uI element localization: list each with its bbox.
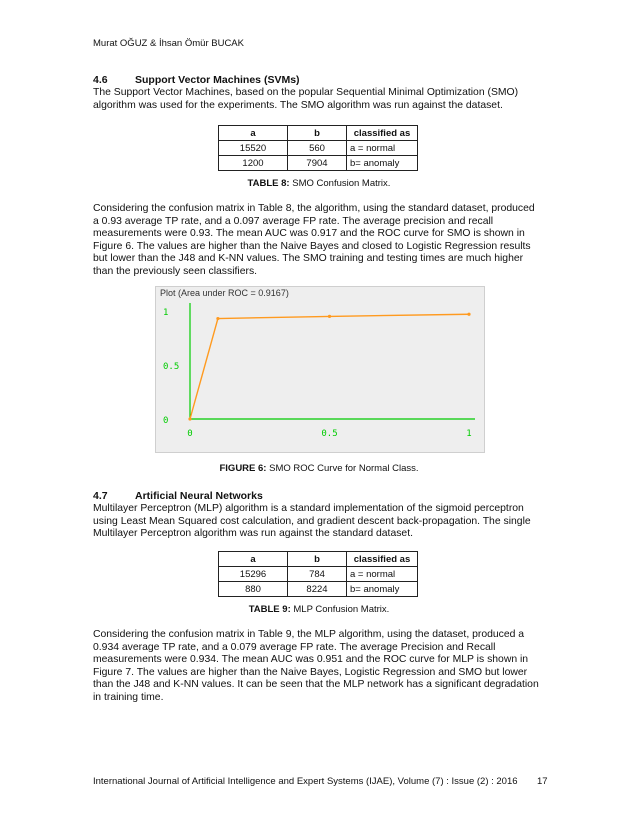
- caption-text: SMO ROC Curve for Normal Class.: [266, 463, 419, 474]
- text-line: than the previously seen classifiers.: [93, 265, 258, 277]
- caption-label: FIGURE 6:: [219, 463, 267, 474]
- text-line: The Support Vector Machines, based on the popular Sequential Minimal Optimization (SMO): [93, 87, 519, 98]
- table-cell: b= anomaly: [347, 156, 418, 171]
- text-line: 0.934 average TP rate, and a 0.079 average FP rate. The average Precision and Recall: [93, 641, 496, 653]
- roc-data-point: [467, 313, 470, 316]
- text-line: Multilayer Perceptron algorithm was run against the standard dataset.: [93, 528, 413, 540]
- journal-footer: International Journal of Artificial Intelligence and Expert Systems (IJAE), Volume (7) : Issue (2) : 2016: [93, 776, 518, 787]
- text-line: Multilayer Perceptron (MLP) algorithm is a standard implementation of the sigmoid perceptron: [93, 503, 524, 514]
- svm-intro-paragraph: [93, 87, 546, 112]
- y-tick-label: 1: [163, 308, 169, 318]
- table-row: [219, 141, 418, 156]
- text-line: than the J48 and K-NN values. It can be seen that the MLP network has a significant degradation: [93, 679, 539, 691]
- x-tick-label: 0: [187, 429, 193, 439]
- y-tick-label: 0.5: [163, 362, 180, 372]
- table-cell: 784: [288, 567, 347, 582]
- caption-label: TABLE 8:: [247, 178, 290, 189]
- text-line: a 0.93 average TP rate, and a 0.097 average FP rate. The average precision and recall: [93, 215, 494, 227]
- caption-label: TABLE 9:: [248, 604, 291, 615]
- table-cell: 8224: [288, 582, 347, 597]
- column-header: a: [219, 126, 288, 141]
- running-header: Murat OĞUZ & İhsan Ömür BUCAK: [93, 38, 244, 49]
- column-header: b: [288, 126, 347, 141]
- text-line: Figure 6. The values are higher than the Naive Bayes and closed to Logistic Regression results: [93, 240, 531, 252]
- figure-6-caption: [0, 463, 638, 474]
- x-tick-label: 0.5: [321, 429, 338, 439]
- roc-data-point: [216, 317, 219, 320]
- roc-chart: [155, 286, 485, 453]
- svm-discussion-paragraph: [93, 203, 546, 279]
- roc-data-point: [328, 315, 331, 318]
- text-line: measurements were 0.934. The mean AUC was 0.951 and the ROC curve for MLP is shown in: [93, 654, 529, 666]
- column-header: classified as: [347, 552, 418, 567]
- table-cell: 880: [219, 582, 288, 597]
- column-header: b: [288, 552, 347, 567]
- smo-confusion-matrix: [218, 125, 418, 171]
- text-line: Considering the confusion matrix in Table 8, the algorithm, using the standard dataset, produced: [93, 203, 535, 214]
- section-title: Support Vector Machines (SVMs): [135, 74, 300, 86]
- table-row: [219, 156, 418, 171]
- section-title: Artificial Neural Networks: [135, 490, 263, 502]
- mlp-discussion-paragraph: [93, 629, 546, 705]
- section-number: 4.7: [93, 490, 108, 502]
- text-line: algorithm was used for the experiments. The SMO algorithm was run against the dataset.: [93, 99, 503, 111]
- column-header: a: [219, 552, 288, 567]
- caption-text: SMO Confusion Matrix.: [289, 178, 391, 189]
- text-line: measurements were 0.93. The mean AUC was 0.917 and the ROC curve for SMO is shown in: [93, 228, 525, 240]
- section-heading-4-7: [93, 490, 263, 502]
- table-8-caption: [0, 178, 638, 189]
- column-header: classified as: [347, 126, 418, 141]
- section-heading-4-6: [93, 74, 300, 86]
- table-9-caption: [0, 604, 638, 615]
- text-line: Figure 7. The values are higher than the Naive Bayes, Logistic Regression and SMO but lower: [93, 666, 528, 678]
- text-line: Considering the confusion matrix in Table 9, the MLP algorithm, using the dataset, produced a: [93, 629, 525, 640]
- table-row: [219, 582, 418, 597]
- table-cell: a = normal: [347, 567, 418, 582]
- x-tick-label: 1: [466, 429, 472, 439]
- roc-data-point: [188, 417, 191, 420]
- table-cell: 7904: [288, 156, 347, 171]
- table-cell: b= anomaly: [347, 582, 418, 597]
- table-cell: 15296: [219, 567, 288, 582]
- mlp-intro-paragraph: [93, 503, 546, 541]
- table-row: [219, 567, 418, 582]
- caption-text: MLP Confusion Matrix.: [290, 604, 390, 615]
- text-line: but lower than the J48 and K-NN values. The SMO training and testing times are much higher: [93, 253, 524, 265]
- table-cell: 560: [288, 141, 347, 156]
- mlp-confusion-matrix: [218, 551, 418, 597]
- table-cell: 1200: [219, 156, 288, 171]
- page-number: 17: [537, 776, 548, 787]
- table-cell: 15520: [219, 141, 288, 156]
- text-line: in training time.: [93, 691, 164, 703]
- table-cell: a = normal: [347, 141, 418, 156]
- y-tick-label: 0: [163, 416, 169, 426]
- section-number: 4.6: [93, 74, 108, 86]
- text-line: using Least Mean Squared cost calculation, and gradient descent back-propagation. The single: [93, 515, 531, 527]
- roc-curve-line: [190, 314, 469, 419]
- plot-title: Plot (Area under ROC = 0.9167): [160, 288, 289, 298]
